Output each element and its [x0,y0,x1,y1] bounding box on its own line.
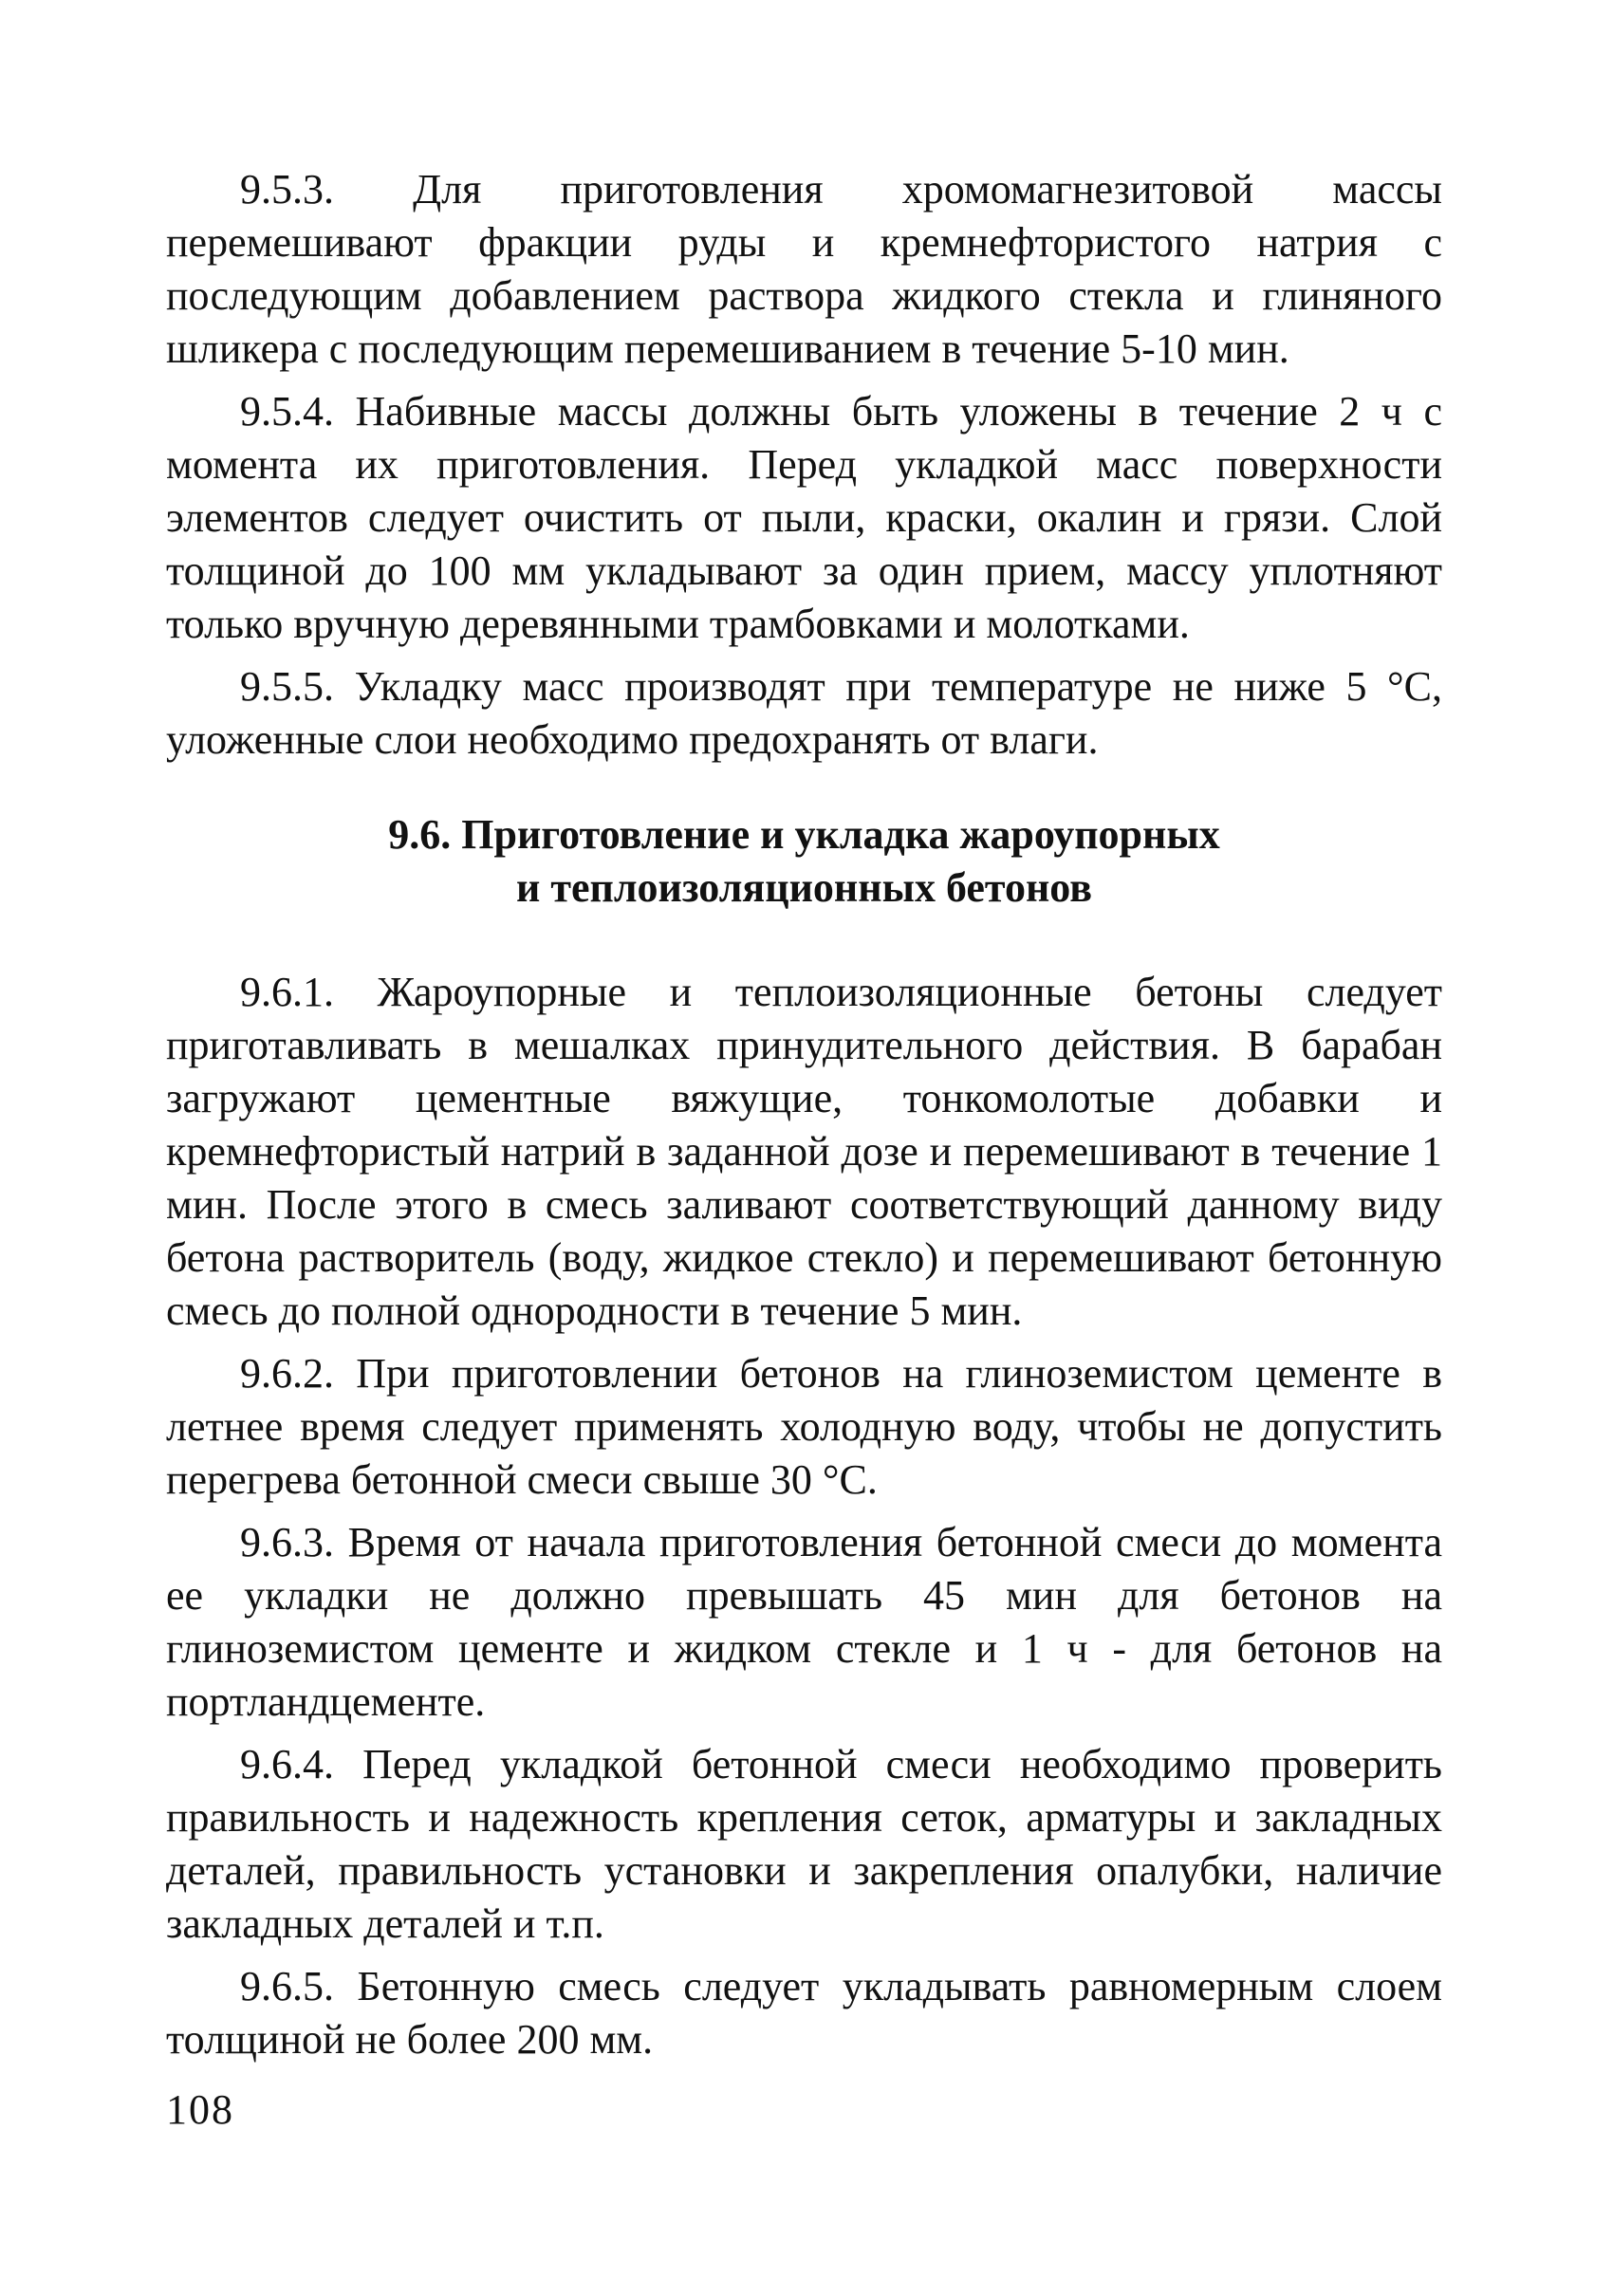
page-number: 108 [166,2086,234,2133]
paragraph-9-6-5: 9.6.5. Бетонную смесь следует укладывать равномерным слоем толщиной не более 200 мм. [166,1963,1442,2063]
paragraph-9-6-4: 9.6.4. Перед укладкой бетонной смеси необходимо проверить правильность и надежность крепления сеток, арматуры и закладных деталей, правильность установки и закрепления опалубки, наличие закладных деталей и т.п. [166,1741,1442,1947]
paragraph-9-5-5: 9.5.5. Укладку масс производят при температуре не ниже 5 °С, уложенные слои необходимо предохранять от влаги. [166,663,1442,763]
heading-line-1: 9.6. Приготовление и укладка жароупорных [388,811,1220,858]
section-9-5-text [166,163,1442,776]
paragraph-9-5-4: 9.5.4. Набивные массы должны быть уложены в течение 2 ч с момента их приготовления. Перед укладкой масс поверхности элементов следует очистить от пыли, краски, окалин и грязи. Слой толщиной до 100 мм укладывают за один прием, массу уплотняют только вручную деревянными трамбовками и молотками. [166,388,1442,647]
paragraph-9-6-1: 9.6.1. Жароупорные и теплоизоляционные бетоны следует приготавливать в мешалках принудительного действия. В барабан загружают цементные вяжущие, тонкомолотые добавки и кремнефтористый натрий в заданной дозе и перемешивают в течение 1 мин. После этого в смесь заливают соответствующий данному виду бетона растворитель (воду, жидкое стекло) и перемешивают бетонную смесь до полной однородности в течение 5 мин. [166,969,1442,1334]
paragraph-9-6-3: 9.6.3. Время от начала приготовления бетонной смеси до момента ее укладки не должно превышать 45 мин для бетонов на глиноземистом цементе и жидком стекле и 1 ч - для бетонов на портландцементе. [166,1519,1442,1725]
heading-line-2: и теплоизоляционных бетонов [516,864,1092,911]
section-heading-9-6 [166,808,1442,915]
paragraph-9-6-2: 9.6.2. При приготовлении бетонов на глиноземистом цементе в летнее время следует применять холодную воду, чтобы не допустить перегрева бетонной смеси свыше 30 °С. [166,1350,1442,1503]
paragraph-9-5-3: 9.5.3. Для приготовления хромомагнезитовой массы перемешивают фракции руды и кремнефтористого натрия с последующим добавлением раствора жидкого стекла и глиняного шликера с последующим перемешиванием в течение 5-10 мин. [166,166,1442,372]
section-9-6-text [166,966,1442,2076]
